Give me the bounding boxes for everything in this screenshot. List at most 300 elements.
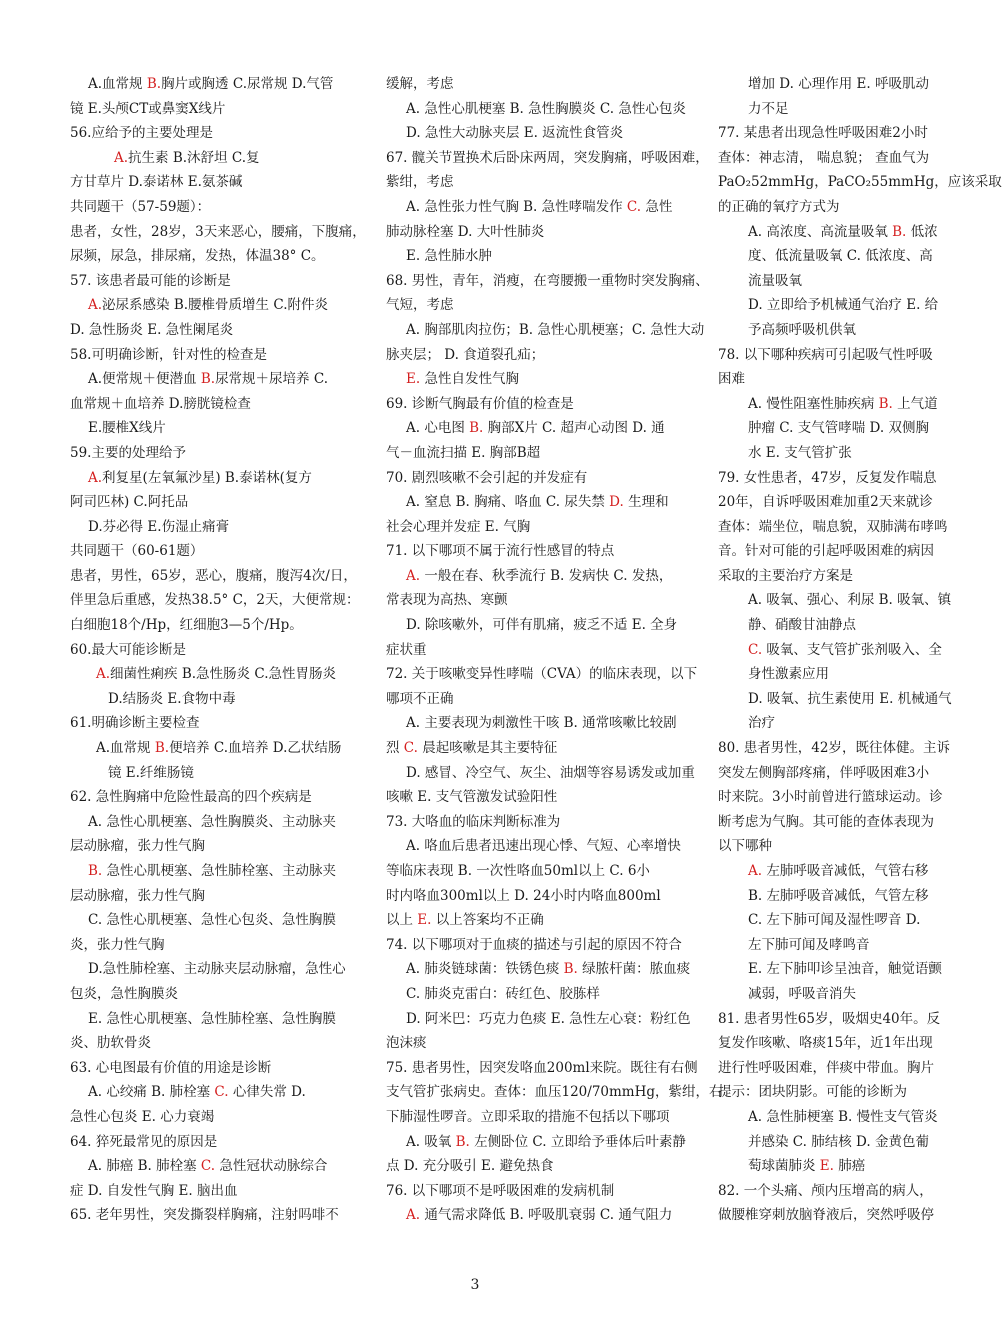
text-line [70,318,360,343]
text-line [70,195,360,220]
text-line [70,170,360,195]
text-segment: 急性 [641,198,673,215]
text-line [70,1203,360,1228]
text-line [70,1105,360,1130]
text-segment: A. 慢性阻塞性肺疾病 [748,395,879,412]
text-line [718,269,950,294]
text-segment: 缓解，考虑 [386,76,454,92]
text-segment: A. 主要表现为刺激性干咳 B. 通常咳嗽比较剧 [406,715,677,732]
text-segment: A. 急性心肌梗塞 B. 急性胸膜炎 C. 急性心包炎 [406,100,686,117]
text-segment: 气－血流扫描 E. 胸部B超 [386,444,541,461]
text-segment: A. 肺癌 B. 肺栓塞 [88,1158,201,1175]
page-number: 3 [470,1277,480,1293]
text-segment: 61.明确诊断主要检查 [70,715,200,732]
text-segment: 时来院。3小时前曾进行篮球运动。诊 [718,789,943,806]
text-segment: 69. 诊断气胸最有价值的检查是 [386,395,574,412]
text-line [718,785,950,810]
text-line [386,1203,708,1228]
text-segment: A. 吸氧、强心、利尿 B. 吸氧、镇 [748,592,952,609]
text-segment: 镜 E.纤维肠镜 [108,764,194,781]
text-line [718,1007,950,1032]
text-segment: 急性心肌梗塞、急性肺栓塞、主动脉夹 [102,863,337,879]
text-segment: 79. 女性患者，47岁，反复发作喘息 [718,469,937,486]
text-segment: 72. 关于咳嗽变异性哮喘（CVA）的临床表现，以下 [386,666,698,683]
text-line [386,1080,723,1105]
text-segment: 通气需求降低 B. 呼吸肌衰弱 C. 通气阻力 [420,1207,673,1224]
answer-marker: B. [200,371,216,388]
text-segment: A.便常规＋便潜血 [88,371,201,388]
text-segment: 时内咯血300ml以上 D. 24小时内咯血800ml [386,887,661,904]
text-line [386,662,708,687]
text-segment: 泌尿系感染 B.腰椎骨质增生 C.附件炎 [102,297,328,314]
answer-marker: A. [406,567,421,584]
text-line [386,761,708,786]
text-segment: 紫绀，考虑 [386,174,454,191]
text-segment: 点 D. 充分吸引 E. 避免热食 [386,1158,554,1175]
text-segment: 症状重 [386,641,427,658]
text-line [386,1031,708,1056]
text-segment: 上气道 [892,395,938,412]
text-segment: 急性冠状动脉综合 [215,1158,328,1175]
text-segment: 水 E. 支气管扩张 [748,444,852,461]
text-segment: 晨起咳嗽是其主要特征 [417,740,558,757]
text-line [718,441,950,466]
text-segment: 70. 剧烈咳嗽不会引起的并发症有 [386,469,588,486]
text-segment: 阿司匹林) C.阿托品 [70,494,189,511]
text-line [718,859,950,884]
text-line [386,1056,708,1081]
text-line [718,1154,950,1179]
text-line [386,441,708,466]
answer-marker: D. [609,494,624,511]
text-segment: 肺癌 [833,1158,866,1175]
text-line [70,982,360,1007]
text-line [718,982,950,1007]
text-line [718,1031,950,1056]
text-segment: D.结肠炎 E.食物中毒 [108,690,236,707]
text-segment: 低浓 [906,223,938,240]
text-line [386,564,708,589]
text-line [70,515,360,540]
text-line [70,490,360,515]
text-line [70,834,360,859]
column-right [718,72,1002,1228]
text-segment: 增加 D. 心理作用 E. 呼吸肌动 [748,76,929,92]
text-line [386,146,708,171]
text-line [70,97,360,122]
text-segment: 64. 猝死最常见的原因是 [70,1133,218,1150]
text-segment: 脉夹层； D. 食道裂孔疝； [386,346,545,363]
text-line [70,1007,360,1032]
text-line [386,539,708,564]
text-line [386,318,708,343]
text-segment: 复发作咳嗽、咯痰15年，近1年出现 [718,1035,933,1052]
text-segment: 20年，自诉呼吸困难加重2天来就诊 [718,494,933,511]
text-segment: 胸片或胸透 C.尿常规 D.气管 [161,76,334,92]
answer-marker: B. [892,223,907,240]
text-segment: A. 心绞痛 B. 肺栓塞 [88,1084,215,1101]
text-line [386,687,708,712]
text-line [70,269,360,294]
text-segment: 采取的主要治疗方案是 [718,567,853,584]
text-segment: 血常规＋血培养 D.膀胱镜检查 [70,395,251,412]
text-line [718,318,950,343]
text-segment: 便培养 C.血培养 D.乙状结肠 [169,740,342,757]
text-line [70,564,360,589]
text-segment: 62. 急性胸痛中危险性最高的四个疾病是 [70,789,312,806]
text-segment: C. 左下肺可闻及湿性啰音 D. [748,912,921,929]
answer-marker: E. [406,371,421,388]
text-segment: 58.可明确诊断，针对性的检查是 [70,346,267,363]
text-segment: 包炎，急性胸膜炎 [70,985,178,1002]
text-line [386,1130,708,1155]
text-line [70,416,360,441]
text-segment: 患者，女性，28岁，3天来恶心，腰痛，下腹痛， [70,223,366,240]
text-segment: 静、硝酸甘油静点 [748,617,856,634]
text-line [718,834,950,859]
text-segment: E. 左下肺叩诊呈浊音，触觉语颤 [748,961,942,978]
text-line [70,1179,360,1204]
text-line [70,539,360,564]
text-line [70,466,360,491]
text-line [70,662,360,687]
text-segment: 81. 患者男性65岁，吸烟史40年。反 [718,1010,941,1027]
text-line [386,121,708,146]
text-segment: 急性心包炎 E. 心力衰竭 [70,1108,215,1125]
text-line [718,736,950,761]
text-line [718,1203,950,1228]
text-line [718,220,950,245]
text-line [386,1179,708,1204]
text-segment: D.急性肺栓塞、主动脉夹层动脉瘤，急性心 [88,961,346,978]
text-line [386,466,708,491]
text-line [718,638,950,663]
text-line [718,490,950,515]
text-segment: 80. 患者男性，42岁，既往体健。主诉 [718,740,950,757]
text-segment: C. 急性心肌梗塞、急性心包炎、急性胸膜 [88,912,336,929]
text-segment: 炎、肋软骨炎 [70,1035,151,1052]
text-line [386,982,708,1007]
text-segment: D. 阿米巴：巧克力色痰 E. 急性左心衰：粉红色 [406,1010,691,1027]
text-segment: 77. 某患者出现急性呼吸困难2小时 [718,125,928,142]
text-line [70,1031,360,1056]
text-segment: 炎，张力性气胸 [70,936,165,953]
text-segment: 突发左侧胸部疼痛，伴呼吸困难3小 [718,764,930,781]
answer-marker: E. [417,912,432,929]
text-segment: A. 肺炎链球菌：铁锈色痰 [406,961,564,978]
text-segment: 断考虑为气胸。其可能的查体表现为 [718,813,934,830]
text-segment: E. 急性肺水肿 [406,248,492,265]
text-segment: 75. 患者男性，因突发咯血200ml来院。既往有右侧 [386,1059,698,1076]
text-line [718,613,950,638]
text-line [70,588,360,613]
text-line [718,343,950,368]
text-segment: A. 吸氧 [406,1133,456,1150]
text-segment: 症 D. 自发性气胸 E. 脑出血 [70,1182,238,1199]
text-line [718,1056,950,1081]
text-segment: D. 除咳嗽外，可伴有肌痛，疲乏不适 E. 全身 [406,617,678,634]
text-segment: 细菌性痢疾 B.急性肠炎 C.急性胃肠炎 [110,666,336,683]
text-line [386,834,708,859]
text-segment: 68. 男性，青年，消瘦，在弯腰搬一重物时突发胸痛、 [386,272,709,289]
text-line [70,367,360,392]
text-segment: 急性自发性气胸 [420,371,519,388]
text-segment: 困难 [718,371,745,388]
text-segment: 肿瘤 C. 支气管哮喘 D. 双侧胸 [748,420,929,437]
text-line [718,97,950,122]
text-line [718,933,950,958]
text-line [70,859,360,884]
text-line [70,810,360,835]
text-segment: 左下肺可闻及哮鸣音 [748,936,870,953]
text-line [70,736,360,761]
text-segment: 下肺湿性啰音。立即采取的措施不包括以下哪项 [386,1108,670,1125]
text-segment: 82. 一个头痛、颅内压增高的病人， [718,1182,933,1199]
text-segment: 吸氧、支气管扩张剂吸入、全 [762,641,942,658]
text-segment: 白细胞18个/Hp，红细胞3—5个/Hp。 [70,617,303,634]
text-segment: D. 感冒、冷空气、灰尘、油烟等容易诱发或加重 [406,764,695,781]
text-line [70,711,360,736]
text-segment: A. 急性张力性气胸 B. 急性哮喘发作 [406,198,627,215]
text-line [386,884,708,909]
text-line [70,220,366,245]
text-segment: 减弱，呼吸音消失 [748,985,856,1002]
text-segment: A.血常规 [96,740,155,757]
text-line [70,441,360,466]
text-line [70,613,360,638]
text-line [718,195,950,220]
text-segment: D. 急性大动脉夹层 E. 返流性食管炎 [406,125,624,142]
text-segment: 共同题干（57-59题）： [70,198,211,215]
text-line [718,121,950,146]
text-segment: 60.最大可能诊断是 [70,641,186,658]
text-segment: 的正确的氧疗方式为 [718,198,840,215]
text-segment: 利复星(左氧氟沙星) B.泰诺林(复方 [102,469,312,486]
text-line [718,1130,950,1155]
text-line [718,588,950,613]
text-line [70,244,360,269]
answer-marker: B. [469,420,484,437]
text-line [386,220,708,245]
text-segment: 心律失常 D. [228,1084,306,1101]
text-segment: 生理和 [623,494,669,511]
text-line [718,244,950,269]
text-segment: A.血常规 [88,76,147,92]
text-line [386,638,708,663]
text-segment: A. 窒息 B. 胸痛、咯血 C. 尿失禁 [406,494,610,511]
column-middle [386,72,723,1228]
text-segment: 绿脓杆菌：脓血痰 [577,961,691,978]
text-line [718,416,950,441]
text-line [386,515,708,540]
text-segment: 查体：神志清， 喘息貌； 查血气为 [718,149,930,166]
text-line [718,1080,950,1105]
answer-marker: B. [146,76,162,92]
text-segment: B. 左肺呼吸音减低，气管左移 [748,887,929,904]
text-segment: 社会心理并发症 E. 气胸 [386,518,531,535]
text-line [718,293,950,318]
text-line [386,343,708,368]
text-line [718,810,950,835]
text-segment: A. 高浓度、高流量吸氧 [748,223,893,240]
text-line [718,662,950,687]
text-line [718,72,950,97]
text-segment: 萄球菌肺炎 [748,1158,820,1175]
answer-marker: A. [88,297,103,314]
text-segment: 予高频呼吸机供氧 [748,321,856,338]
text-segment: 抗生素 B.沐舒坦 C.复 [128,149,260,166]
text-line [718,711,950,736]
text-segment: 进行性呼吸困难，伴痰中带血。胸片 [718,1059,934,1076]
text-segment: 常表现为高热、寒颤 [386,592,508,609]
answer-marker: B. [878,395,893,412]
text-line [386,490,708,515]
text-line [70,884,360,909]
text-line [386,711,708,736]
text-line [70,761,360,786]
text-line [718,539,950,564]
text-segment: A. 急性肺梗塞 B. 慢性支气管炎 [748,1108,938,1125]
text-segment: 身性激素应用 [748,666,829,683]
text-line [718,515,950,540]
text-line [718,687,950,712]
text-line [70,392,360,417]
text-segment: 胸部X片 C. 超声心动图 D. 通 [483,420,665,437]
text-segment: 74. 以下哪项对于血痰的描述与引起的原因不符合 [386,936,682,953]
text-line [70,933,360,958]
text-line [718,146,950,171]
text-segment: E. 急性心肌梗塞、急性肺栓塞、急性胸膜 [88,1010,336,1027]
text-segment: 气短，考虑 [386,297,454,314]
text-line [718,761,950,786]
text-segment: 烈 [386,740,404,757]
text-line [70,146,360,171]
text-segment: 力不足 [748,100,789,117]
text-segment: 56.应给予的主要处理是 [70,125,213,142]
text-line [70,1154,360,1179]
text-segment: A. 咯血后患者迅速出现心悸、气短、心率增快 [406,838,681,855]
text-segment: 左侧卧位 C. 立即给予垂体后叶素静 [469,1133,686,1150]
answer-marker: B. [563,961,578,978]
text-segment: 度、低流量吸氧 C. 低浓度、高 [748,248,933,265]
text-line [70,957,360,982]
text-line [70,687,360,712]
text-segment: 肺动脉栓塞 D. 大叶性肺炎 [386,223,545,240]
text-segment: A. 急性心肌梗塞、急性胸膜炎、主动脉夹 [88,813,336,830]
text-line [718,466,950,491]
text-line [386,244,708,269]
text-line [386,97,708,122]
text-line [386,1154,708,1179]
text-line [386,859,708,884]
text-line [386,1105,708,1130]
text-segment: 做腰椎穿刺放脑脊液后，突然呼吸停 [718,1207,934,1224]
text-line [718,957,950,982]
text-line [70,343,360,368]
text-segment: D.芬必得 E.伤湿止痛膏 [88,518,230,535]
text-segment: 哪项不正确 [386,690,454,707]
text-line [386,195,708,220]
text-segment: 65. 老年男性，突发撕裂样胸痛，注射吗啡不 [70,1207,339,1224]
answer-marker: C. [200,1158,216,1175]
answer-marker: C. [748,641,763,658]
text-segment: 一般在春、秋季流行 B. 发病快 C. 发热， [420,567,673,584]
text-line [386,933,708,958]
text-line [70,1056,360,1081]
answer-marker: C. [403,740,418,757]
text-segment: 尿常规＋尿培养 C. [215,371,328,388]
text-segment: 层动脉瘤，张力性气胸 [70,838,205,855]
text-segment: 层动脉瘤，张力性气胸 [70,887,205,904]
text-line [70,785,360,810]
text-segment: D. 急性肠炎 E. 急性阑尾炎 [70,321,234,338]
text-segment: 等临床表现 B. 一次性咯血50ml以上 C. 6小 [386,863,650,879]
text-line [70,638,360,663]
text-line [718,1179,950,1204]
column-left [70,72,366,1228]
text-line [718,908,950,933]
text-segment: 以下哪种 [718,838,772,855]
text-line [386,1007,708,1032]
answer-marker: C. [214,1084,229,1101]
text-segment: 71. 以下哪项不属于流行性感冒的特点 [386,543,615,560]
text-segment: 音。针对可能的引起呼吸困难的病因 [718,543,934,560]
text-segment: 共同题干（60-61题） [70,543,204,560]
text-line [70,908,360,933]
text-line [718,170,1002,195]
text-line [386,810,708,835]
text-segment: 67. 髋关节置换术后卧床两周，突发胸痛，呼吸困难， [386,149,709,166]
answer-marker: A. [88,469,103,486]
text-segment: 59.主要的处理给予 [70,444,186,461]
answer-marker: E. [819,1158,834,1175]
text-segment: D. 吸氧、抗生素使用 E. 机械通气 [748,690,952,707]
text-segment: E.腰椎X线片 [88,420,166,437]
text-segment: 提示：团块阴影。可能的诊断为 [718,1084,907,1101]
text-segment: 方甘草片 D.泰诺林 E.氨茶碱 [70,174,243,191]
text-segment: 73. 大咯血的临床判断标准为 [386,813,561,830]
text-segment: 以上答案均不正确 [431,912,544,929]
text-line [386,269,708,294]
text-line [70,121,360,146]
text-segment: 伴里急后重感，发热38.5° C，2天，大便常规： [70,592,360,609]
answer-marker: A. [114,149,129,166]
text-segment: PaO₂52mmHg，PaCO₂55mmHg，应该采取 [718,174,1002,191]
text-segment: 流量吸氧 [748,272,802,289]
text-segment: 患者，男性，65岁，恶心，腹痛，腹泻4次/日， [70,567,357,584]
text-segment: A. 胸部肌肉拉伤；B. 急性心肌梗塞；C. 急性大动 [406,321,705,338]
answer-marker: B. [154,740,170,757]
text-segment: 尿频，尿急，排尿痛，发热，体温38° C。 [70,248,325,265]
text-line [386,957,708,982]
text-line [718,564,950,589]
text-line [386,392,708,417]
text-line [386,293,708,318]
text-line [386,170,708,195]
answer-marker: A. [96,666,111,683]
answer-marker: C. [626,198,642,215]
text-segment: 咳嗽 E. 支气管激发试验阳性 [386,789,558,806]
text-segment: 63. 心电图最有价值的用途是诊断 [70,1059,272,1076]
text-line [70,72,360,97]
text-line [718,884,950,909]
answer-marker: B. [88,863,103,879]
text-segment: A. 心电图 [406,420,470,437]
text-segment: 76. 以下哪项不是呼吸困难的发病机制 [386,1182,615,1199]
text-line [718,1105,950,1130]
text-line [70,293,360,318]
text-line [70,1130,360,1155]
